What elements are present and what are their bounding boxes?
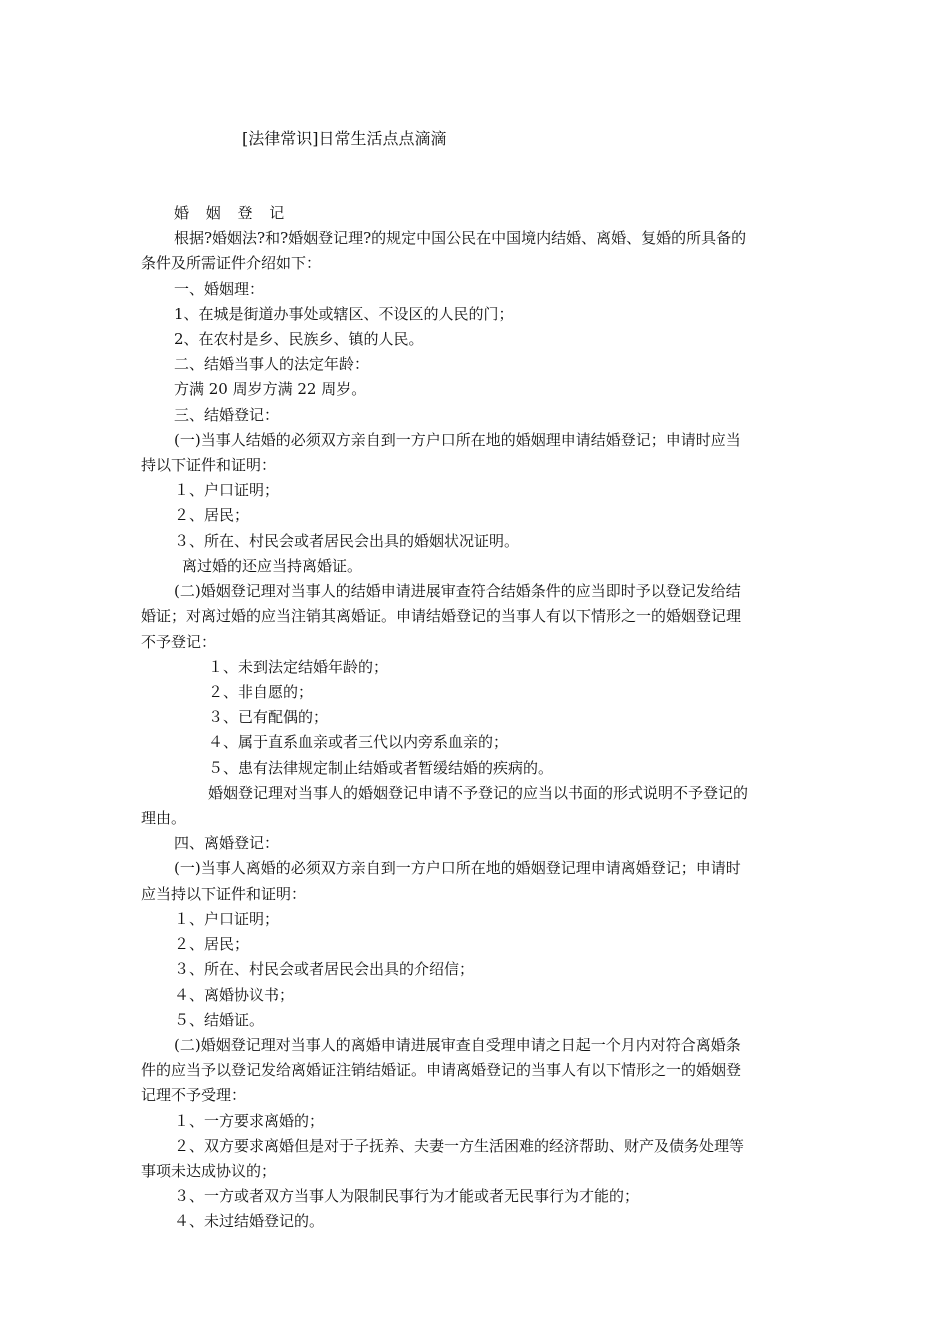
list-item: １、户口证明； [174,481,280,499]
list-item: １、一方要求离婚的； [174,1112,325,1130]
list-item: ５、结婚证。 [174,1011,265,1029]
section-title: 三、结婚登记： [174,406,280,424]
paragraph-line: 事项未达成协议的； [141,1162,277,1180]
list-item: ３、所在、村民会或者居民会出具的婚姻状况证明。 [174,532,520,550]
list-item: ２、非自愿的； [208,683,314,701]
section-title: 二、结婚当事人的法定年龄： [174,355,370,373]
paragraph-line: 理由。 [141,809,187,827]
paragraph-line: 婚姻登记理对当事人的婚姻登记申请不予登记的应当以书面的形式说明不予登记的 [208,784,749,802]
paragraph-line: (二)婚姻登记理对当事人的离婚申请进展审查自受理申请之日起一个月内对符合离婚条 [174,1036,741,1054]
paragraph-line: (二)婚姻登记理对当事人的结婚申请进展审查符合结婚条件的应当即时予以登记发给结 [174,582,741,600]
document-title: [法律常识]日常生活点点滴滴 [242,129,447,148]
list-item: ３、所在、村民会或者居民会出具的介绍信； [174,960,475,978]
list-item: 1、在城是街道办事处或辖区、不设区的人民的门； [174,305,514,323]
section-title: 四、离婚登记： [174,834,280,852]
paragraph-line: (一)当事人结婚的必须双方亲自到一方户口所在地的婚姻理申请结婚登记；申请时应当 [174,431,741,449]
paragraph-line: 应当持以下证件和证明： [141,885,307,903]
section-title: 一、婚姻理： [174,280,265,298]
list-item: ４、未过结婚登记的。 [174,1212,325,1230]
list-item: ４、离婚协议书； [174,986,295,1004]
list-item: ２、居民； [174,935,250,953]
paragraph-line: 离过婚的还应当持离婚证。 [182,557,363,575]
paragraph-line: 记理不予受理： [141,1086,247,1104]
list-item: ３、一方或者双方当事人为限制民事行为才能或者无民事行为才能的； [174,1187,640,1205]
list-item: ２、双方要求离婚但是对于子抚养、夫妻一方生活困难的经济帮助、财产及债务处理等 [174,1137,745,1155]
section-heading: 婚 姻 登 记 [174,204,291,222]
list-item: １、户口证明； [174,910,280,928]
list-item: ５、患有法律规定制止结婚或者暂缓结婚的疾病的。 [208,759,554,777]
list-item: 2、在农村是乡、民族乡、镇的人民。 [174,330,424,348]
paragraph-line: 持以下证件和证明： [141,456,277,474]
paragraph-line: 根据?婚姻法?和?婚姻登记理?的规定中国公民在中国境内结婚、离婚、复婚的所具备的 [174,229,747,247]
paragraph-line: 条件及所需证件介绍如下： [141,254,322,272]
list-item: ２、居民； [174,506,250,524]
list-item: ３、已有配偶的； [208,708,329,726]
list-item: ４、属于直系血亲或者三代以内旁系血亲的； [208,733,509,751]
paragraph-line: 方满 20 周岁方满 22 周岁。 [174,380,367,398]
list-item: １、未到法定结婚年龄的； [208,658,389,676]
paragraph-line: (一)当事人离婚的必须双方亲自到一方户口所在地的婚姻登记理申请离婚登记；申请时 [174,859,741,877]
paragraph-line: 件的应当予以登记发给离婚证注销结婚证。申请离婚登记的当事人有以下情形之一的婚姻登 [141,1061,742,1079]
paragraph-line: 婚证；对离过婚的应当注销其离婚证。申请结婚登记的当事人有以下情形之一的婚姻登记理 [141,607,742,625]
paragraph-line: 不予登记： [141,633,217,651]
